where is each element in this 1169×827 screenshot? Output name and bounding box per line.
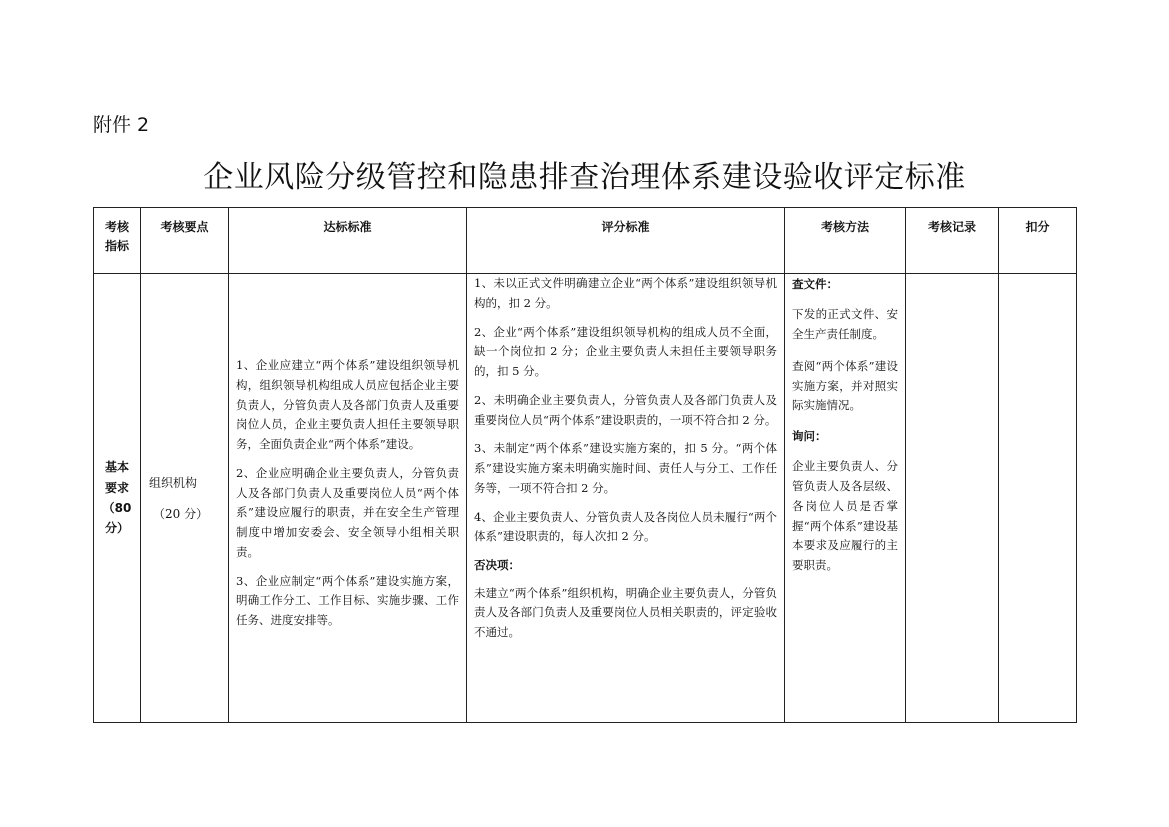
record-cell [906, 274, 999, 723]
indicator-line4: 分） [104, 521, 129, 536]
veto-label: 否决项： [474, 558, 520, 573]
header-method: 考核方法 [785, 208, 906, 274]
method-cell [785, 274, 906, 723]
method-inquiry-label: 询问： [792, 429, 827, 444]
criteria-item: 2、企业应明确企业主要负责人，分管负责人及各部门负责人及重要岗位人员“两个体系”建设应履行的职责，并在安全生产管理制度中增加安委会、安全领导小组相关职责。 [236, 465, 459, 559]
method-check-files-item: 下发的正式文件、安全生产责任制度。 [792, 307, 898, 342]
scoring-item: 2、企业“两个体系”建设组织领导机构的组成人员不全面，缺一个岗位扣 2 分；企业主要负责人未担任主要领导职务的，扣 5 分。 [474, 324, 777, 379]
header-deduction: 扣分 [999, 208, 1077, 274]
scoring-cell [467, 274, 785, 723]
method-inquiry-text: 企业主要负责人、分管负责人及各层级、各岗位人员是否掌握“两个体系”建设基本要求及应履行的主要职责。 [792, 459, 898, 573]
key-point-score: （20 分） [153, 507, 209, 521]
criteria-cell [229, 274, 467, 723]
key-point-cell [141, 274, 229, 723]
indicator-line2: 要求 [104, 480, 129, 495]
indicator-line1: 基本 [104, 460, 129, 475]
attachment-label: 附件 2 [93, 114, 150, 136]
header-index-line2: 指标 [104, 239, 129, 254]
header-scoring: 评分标准 [467, 208, 785, 274]
deduction-cell [999, 274, 1077, 723]
indicator-cell [94, 274, 141, 723]
table-row [94, 274, 1077, 723]
scoring-item: 4、企业主要负责人、分管负责人及各岗位人员未履行“两个体系”建设职责的，每人次扣 2 分。 [474, 509, 777, 544]
method-check-files-item: 查阅“两个体系”建设实施方案，并对照实际实施情况。 [792, 358, 898, 413]
header-key-point: 考核要点 [141, 208, 229, 274]
table-header-row [94, 208, 1077, 274]
criteria-item: 3、企业应制定“两个体系”建设实施方案，明确工作分工、工作目标、实施步骤、工作任务、进度安排等。 [236, 573, 459, 628]
scoring-item: 1、未以正式文件明确建立企业“两个体系”建设组织领导机构的，扣 2 分。 [474, 276, 777, 310]
header-index-line1: 考核 [104, 220, 129, 234]
header-criteria: 达标标准 [229, 208, 467, 274]
indicator-line3: （80 [102, 501, 132, 515]
scoring-item: 2、未明确企业主要负责人，分管负责人及各部门负责人及重要岗位人员“两个体系”建设职责的，一项不符合扣 2 分。 [474, 392, 777, 427]
criteria-item: 1、企业应建立“两个体系”建设组织领导机构，组织领导机构组成人员应包括企业主要负责人，分管负责人及各部门负责人及重要岗位人员，企业主要负责人担任主要领导职务，全面负责企业“两个体系”建设。 [236, 358, 459, 452]
header-record: 考核记录 [906, 208, 999, 274]
key-point-name: 组织机构 [149, 476, 198, 490]
veto-text: 未建立“两个体系”组织机构，明确企业主要负责人，分管负责人及各部门负责人及重要岗位人员相关职责的，评定验收不通过。 [474, 585, 777, 640]
method-check-files-label: 查文件： [792, 277, 838, 291]
header-index [94, 208, 141, 274]
scoring-item: 3、未制定“两个体系”建设实施方案的，扣 5 分。“两个体系”建设实施方案未明确实施时间、责任人与分工、工作任务等，一项不符合扣 2 分。 [474, 441, 777, 495]
document-title: 企业风险分级管控和隐患排查治理体系建设验收评定标准 [203, 160, 966, 195]
evaluation-standard-table [93, 207, 1077, 723]
